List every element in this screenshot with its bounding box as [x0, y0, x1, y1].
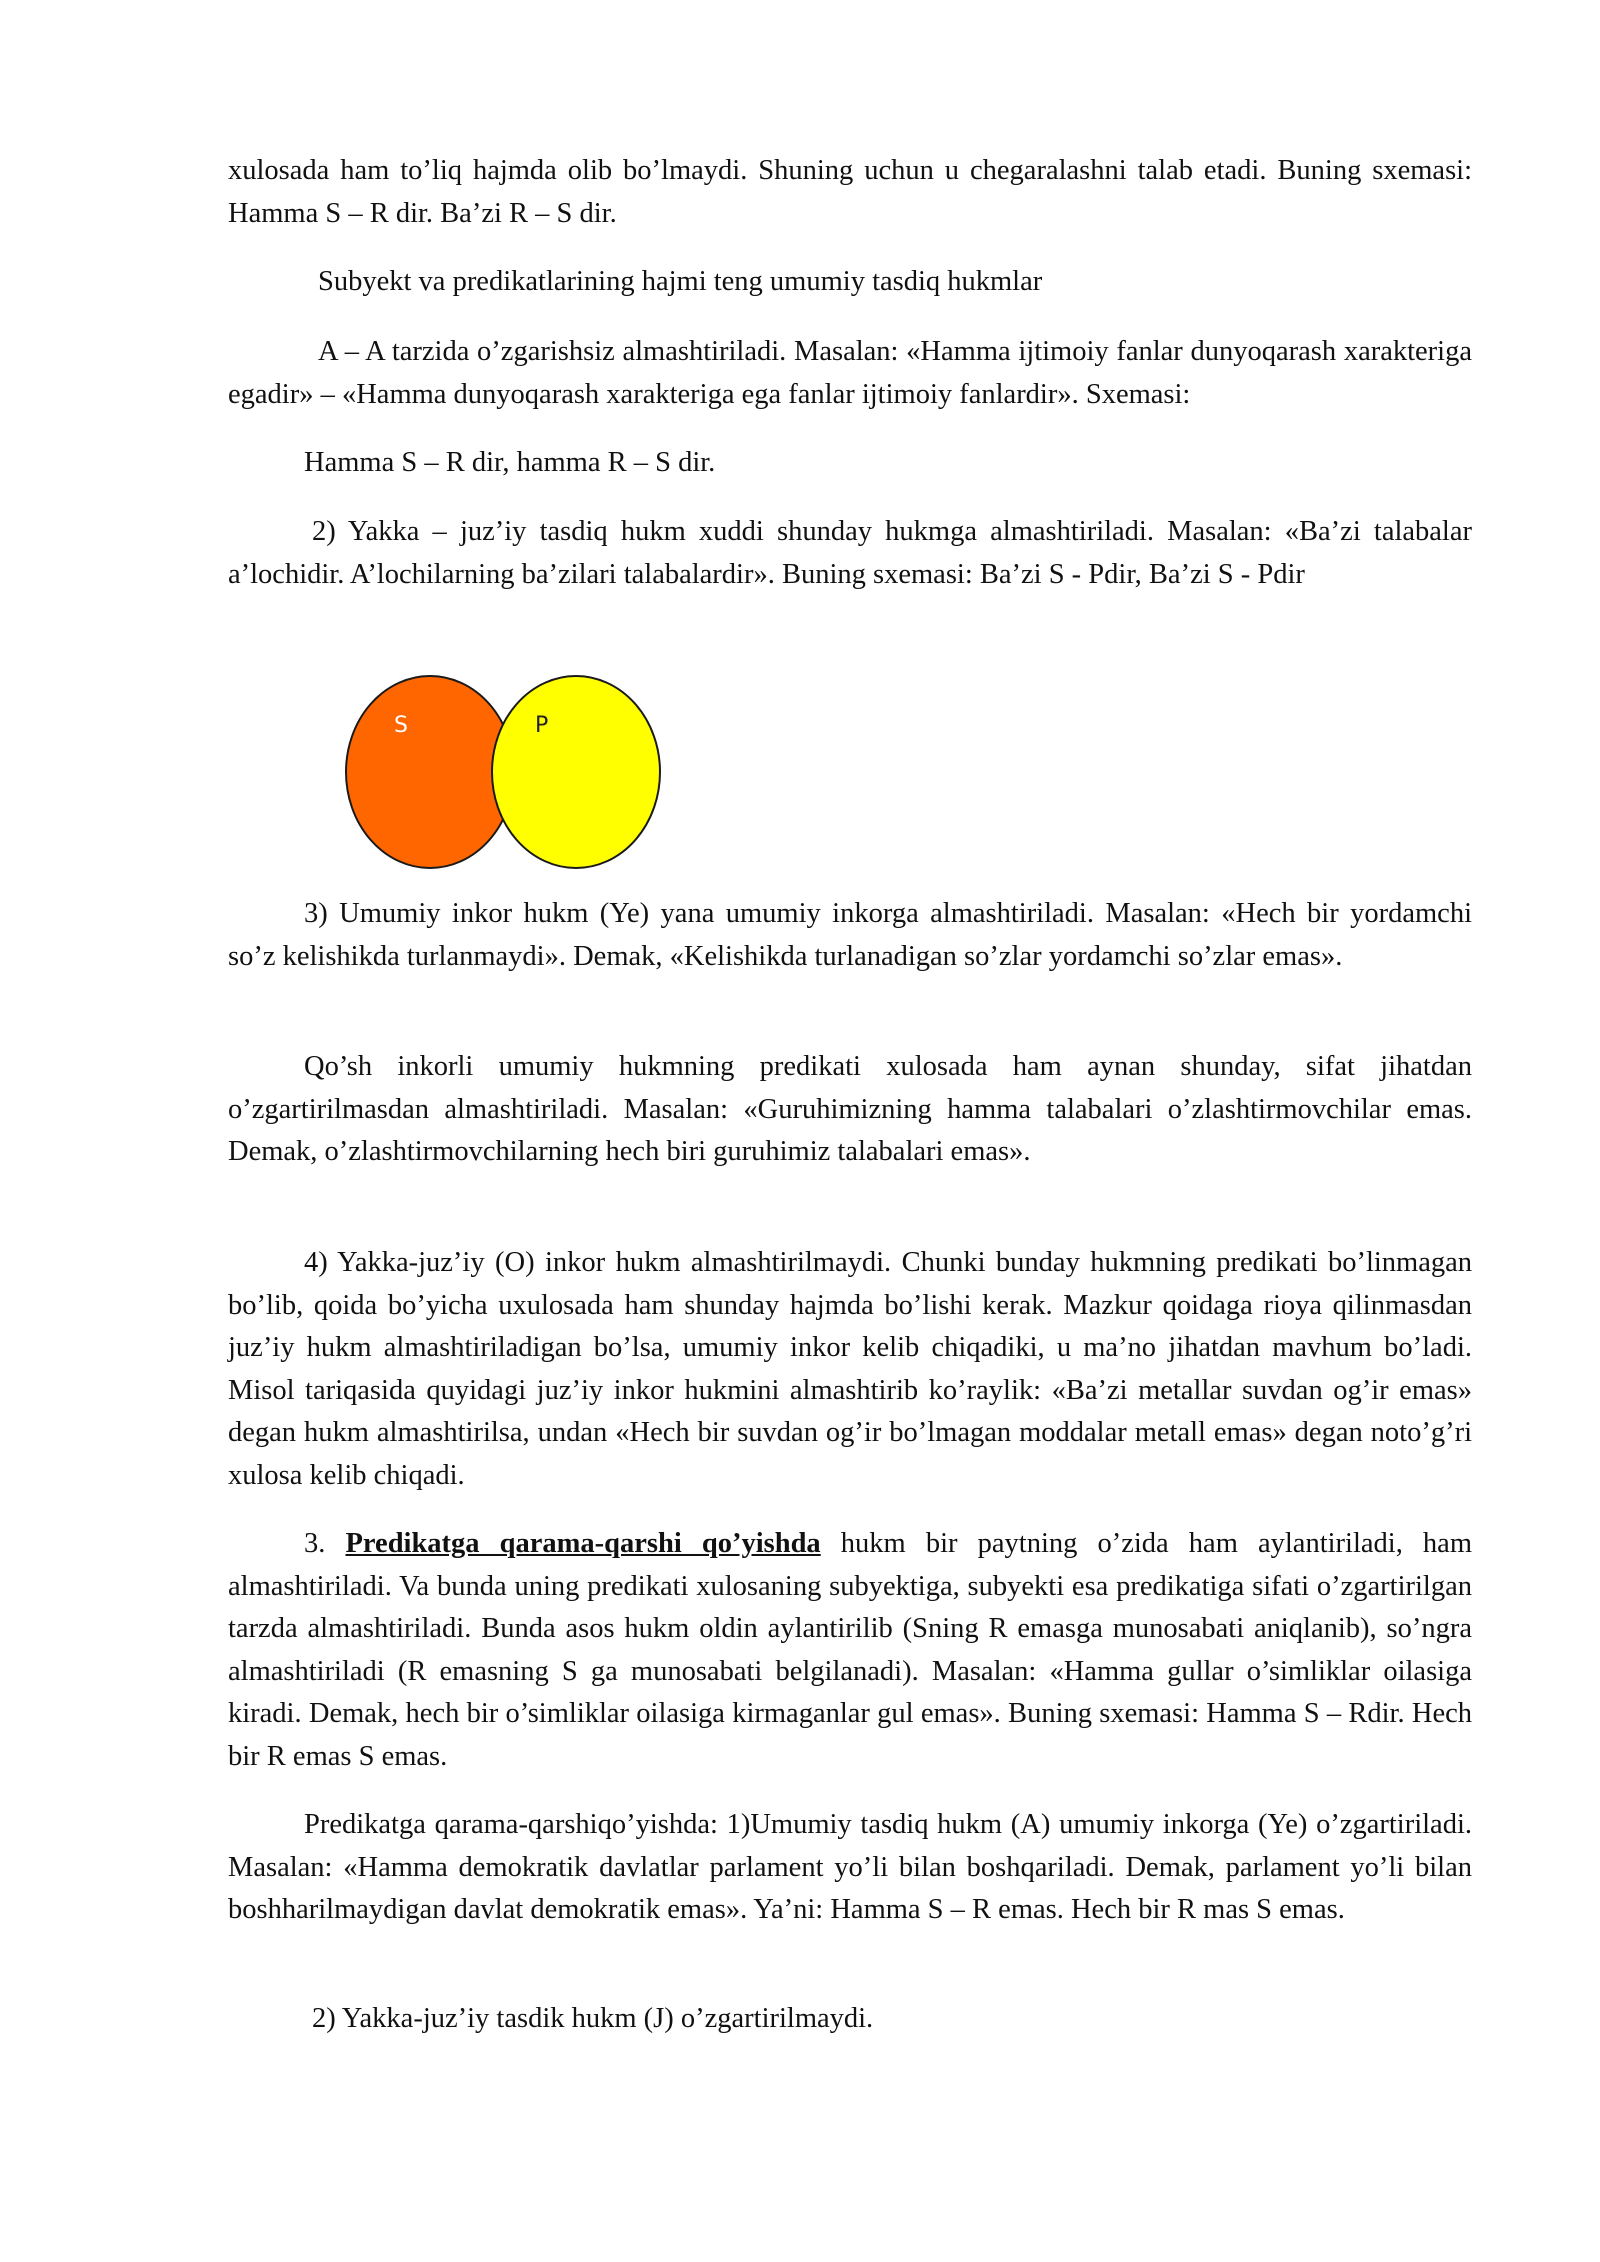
venn-circle-p — [492, 676, 660, 868]
paragraph-4: Hamma S – R dir, hamma R – S dir. — [304, 447, 716, 478]
paragraph-5: 2) Yakka – juz’iy tasdiq hukm xuddi shunday hukmga almashtiriladi. Masalan: «Ba’zi talabalar a’lochidir. A’lochilarning ba’zilari talabalardir». Buning sxemasi: Ba’zi S - Pdir, Ba’zi S - Pdir — [228, 516, 1472, 590]
paragraph-1: xulosada ham to’liq hajmda olib bo’lmaydi. Shuning uchun u chegaralashni talab etadi. Buning sxemasi: Hamma S – R dir. Ba’zi R – S dir. — [228, 155, 1472, 229]
venn-label-s: S — [394, 713, 408, 738]
paragraph-8: 4) Yakka-juz’iy (O) inkor hukm almashtirilmaydi. Chunki bunday hukmning predikati bo’linmagan bo’lib, qoida bo’yicha uxulosada ham shunday hajmda bo’lishi kerak. Mazkur qoidaga rioya qilinmasdan juz’iy hukm almashtiriladigan bo’lsa, umumiy inkor kelib chiqadiki, u ma’no jihatdan mavhum bo’ladi. Misol tariqasida quyidagi juz’iy inkor hukmini almashtirib ko’raylik: «Ba’zi metallar suvdan og’ir emas» degan hukm almashtirilsa, undan «Hech bir suvdan og’ir bo’lmagan moddalar metall emas» degan noto’g’ri xulosa kelib chiqadi. — [228, 1247, 1472, 1491]
section-heading: Predikatga qarama-qarshi qo’yishda — [345, 1528, 821, 1559]
paragraph-11: 2) Yakka-juz’iy tasdik hukm (J) o’zgartirilmaydi. — [312, 2003, 874, 2034]
venn-label-p: P — [535, 713, 549, 738]
paragraph-10: Predikatga qarama-qarshiqo’yishda: 1)Umumiy tasdiq hukm (A) umumiy inkorga (Ye) o’zgartiriladi. Masalan: «Hamma demokratik davlatlar parlament yo’li bilan boshqariladi. Demak, parlament yo’li bilan boshharilmaydigan davlat demokratik emas». Ya’ni: Hamma S – R emas. Hech bir R mas S emas. — [228, 1809, 1472, 1925]
paragraph-9-body: hukm bir paytning o’zida ham aylantiriladi, ham almashtiriladi. Va bunda uning predikati xulosaning subyektiga, subyekti esa predikatiga sifati o’zgartirilgan tarzda almashtiriladi. Bunda asos hukm oldin aylantirilib (Sning R emasga munosabati aniqlanib), so’ngra almashtiriladi (R emasning S ga munosabati belgilanadi). Masalan: «Hamma gullar o’simliklar oilasiga kiradi. Demak, hech bir o’simliklar oilasiga kirmaganlar gul emas». Buning sxemasi: Hamma S – Rdir. Hech bir R emas S emas. — [228, 1528, 1472, 1772]
section-number: 3. — [304, 1528, 346, 1559]
paragraph-2: Subyekt va predikatlarining hajmi teng umumiy tasdiq hukmlar — [318, 266, 1043, 297]
paragraph-9 — [228, 1523, 1472, 1778]
paragraph-3: A – A tarzida o’zgarishsiz almashtiriladi. Masalan: «Hamma ijtimoiy fanlar dunyoqarash xarakteriga egadir» – «Hamma dunyoqarash xarakteriga ega fanlar ijtimoiy fanlardir». Sxemasi: — [228, 336, 1472, 410]
paragraph-7: Qo’sh inkorli umumiy hukmning predikati xulosada ham aynan shunday, sifat jihatdan o’zgartirilmasdan almashtiriladi. Masalan: «Guruhimizning hamma talabalari o’zlashtirmovchilar emas. Demak, o’zlashtirmovchilarning hech biri guruhimiz talabalari emas». — [228, 1051, 1472, 1167]
venn-diagram — [344, 672, 668, 876]
paragraph-6: 3) Umumiy inkor hukm (Ye) yana umumiy inkorga almashtiriladi. Masalan: «Hech bir yordamchi so’z kelishikda turlanmaydi». Demak, «Kelishikda turlanadigan so’zlar yordamchi so’zlar emas». — [228, 898, 1472, 972]
venn-circle-s — [346, 676, 514, 868]
